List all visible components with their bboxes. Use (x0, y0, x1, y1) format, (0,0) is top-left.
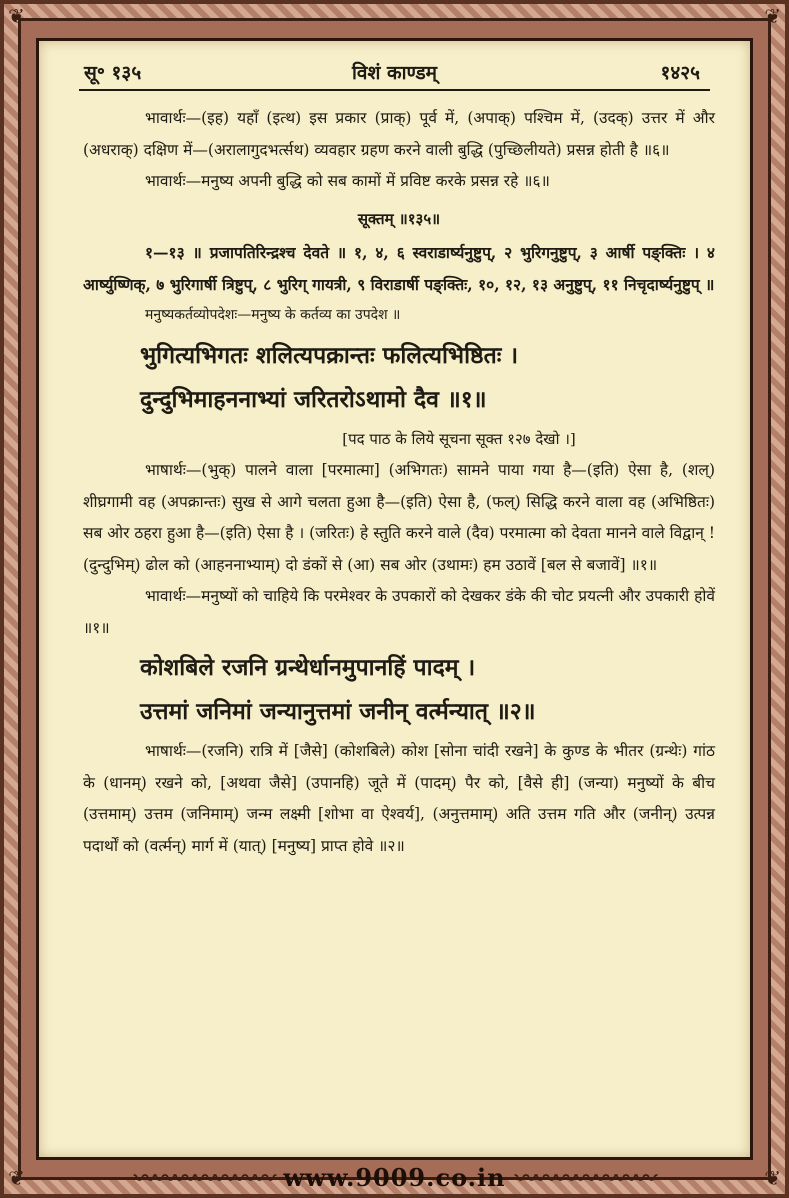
paragraph: भाषार्थः—(रजनि) रात्रि में [जैसे] (कोशबिले) कोश [सोना चांदी रखने] के कुण्ड के भीतर (ग्रन्थेः) गांठ के (धानम्) रखने को, [अथवा जैसे] (उपानहि) जूते में (पादम्) पैर को, [वैसे ही] (जन्या) मनुष्यों के बीच (उत्तमाम्) उत्तम (जनिमाम्) जन्म लक्ष्मी [शोभा वा ऐश्वर्य], (अनुत्तमाम्) अति उत्तम गति और (जनीन्) उत्पन्न पदार्थों को (वर्त्मन्) मार्ग में (यात्) [मनुष्य] प्राप्त होवे ॥२॥ (83, 742, 715, 855)
kanda-title: विशं काण्डम् (351, 62, 438, 84)
corner-ornament-icon: ❦ (8, 1166, 25, 1190)
mantra-line: उत्तमां जनिमां जन्यानुत्तमां जनीन् वर्त्मन्यात् ॥२॥ (140, 698, 536, 725)
header-rule (79, 89, 710, 91)
corner-ornament-icon: ❦ (764, 4, 781, 28)
mantra-line: भुगित्यभिगतः शलित्यपक्रान्तः फलित्यभिष्ठितः । (140, 341, 519, 369)
website-url[interactable]: www.9009.co.in (283, 1163, 506, 1192)
flourish-icon: 〰〰〰〰〰〰〰 (134, 1167, 275, 1192)
paragraph: भावार्थः—मनुष्यों को चाहिये कि परमेश्वर के उपकारों को देखकर डंके की चोट प्रयत्नी और उपकारी होवें ॥१॥ (83, 587, 715, 637)
mantra-line: दुन्दुभिमाहननाभ्यां जरितरोऽथामो दैव ॥१॥ (140, 385, 487, 413)
devata-chhanda-info: १—१३ ॥ प्रजापतिरिन्द्रश्च देवते ॥ १, ४, ६ स्वराडार्ष्यनुष्टुप्, २ भुरिगनुष्टुप्, ३ आर्षी पङ्क्तिः । ४ आर्ष्युष्णिक्, ७ भुरिगार्षी त्रिष्टुप्, ८ भुरिग् गायत्री, ९ विराडार्षी पङ्क्तिः, १०, १२, १३ अनुष्टुप्, ११ निचृदार्ष्यनुष्टुप् ॥ (83, 243, 715, 294)
footer (0, 1162, 789, 1198)
mantra-line: कोशबिले रजनि ग्रन्थेर्धानमुपानहिं पादम् । (140, 654, 476, 681)
page-header (39, 59, 750, 89)
flourish-icon: 〰〰〰〰〰〰〰 (514, 1167, 655, 1192)
corner-ornament-icon: ❦ (764, 1166, 781, 1190)
page-number: १४२५ (660, 62, 700, 84)
paragraph: भावार्थः—मनुष्य अपनी बुद्धि को सब कामों में प्रविष्ट करके प्रसन्न रहे ॥६॥ (145, 172, 550, 190)
paragraph: भाषार्थः—(भुक्) पालने वाला [परमात्मा] (अभिगतः) सामने पाया गया है—(इति) ऐसा है, (शल्) शीघ्रगामी वह (अपक्रान्तः) सुख से आगे चलता हुआ है—(इति) ऐसा है, (फल्) सिद्धि करने वाला वह (अभिष्ठितः) सब ओर ठहरा हुआ है—(इति) ऐसा है । (जरितः) हे स्तुति करने वाले (दैव) परमात्मा को देवता मानने वाले विद्वान् ! (दुन्दुभिम्) ढोल को (आहननाभ्याम्) दो डंकों से (आ) सब ओर (उथामः) हम उठावें [बल से बजावें] ॥१॥ (83, 461, 715, 574)
page (36, 38, 753, 1160)
corner-ornament-icon: ❦ (8, 4, 25, 28)
upadesh-line: मनुष्यकर्तव्योपदेशः—मनुष्य के कर्तव्य का उपदेश ॥ (145, 307, 401, 323)
sukta-title: सूक्तम् ॥१३५॥ (357, 209, 441, 228)
paragraph: भावार्थः—(इह) यहाँ (इत्थ) इस प्रकार (प्राक्) पूर्व में, (अपाक्) पश्चिम में, (उदक्) उत्तर में और (अधराक्) दक्षिण में—(अरालागुदभर्त्सथ) व्यवहार ग्रहण करने वाली बुद्धि (पुच्छिलीयते) प्रसन्न होती है ॥६॥ (83, 109, 715, 159)
page-content (83, 103, 715, 862)
sukta-number: सू॰ १३५ (84, 62, 142, 84)
padapatha-note: [पद पाठ के लिये सूचना सूक्त १२७ देखो ।] (342, 429, 576, 448)
